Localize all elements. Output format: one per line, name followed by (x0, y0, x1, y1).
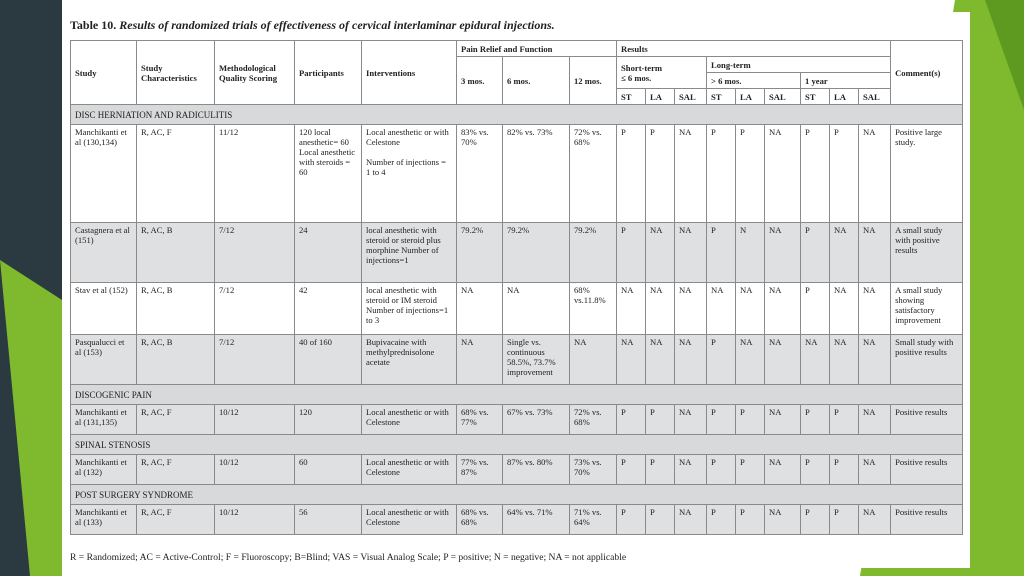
cell-3mos: NA (457, 283, 503, 335)
cell-participants: 42 (295, 283, 362, 335)
header-la: LA (646, 89, 675, 105)
header-sal: SAL (675, 89, 707, 105)
cell-result: P (736, 505, 765, 535)
cell-result: P (617, 505, 646, 535)
header-6mos: 6 mos. (503, 57, 570, 105)
caption-label: Table 10. (70, 18, 117, 32)
cell-6mos: 67% vs. 73% (503, 405, 570, 435)
cell-interventions: local anesthetic with steroid or steroid plus morphine Number of injections=1 (362, 223, 457, 283)
cell-3mos: 68% vs. 68% (457, 505, 503, 535)
cell-result: P (830, 455, 859, 485)
section-title: POST SURGERY SYNDROME (71, 485, 963, 505)
cell-quality: 10/12 (215, 405, 295, 435)
cell-result: P (617, 223, 646, 283)
cell-result: NA (675, 125, 707, 223)
cell-characteristics: R, AC, B (137, 223, 215, 283)
cell-result: P (736, 455, 765, 485)
cell-6mos: Single vs. continuous 58.5%, 73.7% improvement (503, 335, 570, 385)
cell-result: P (801, 455, 830, 485)
section-title: SPINAL STENOSIS (71, 435, 963, 455)
cell-result: P (646, 125, 675, 223)
cell-interventions: Local anesthetic or with Celestone (362, 505, 457, 535)
cell-12mos: 79.2% (570, 223, 617, 283)
cell-interventions: Local anesthetic or with Celestone Number of injections = 1 to 4 (362, 125, 457, 223)
cell-quality: 10/12 (215, 455, 295, 485)
cell-12mos: 72% vs. 68% (570, 405, 617, 435)
cell-12mos: 71% vs. 64% (570, 505, 617, 535)
cell-result: NA (707, 283, 736, 335)
cell-result: NA (765, 405, 801, 435)
header-st: ST (617, 89, 646, 105)
cell-result: P (617, 455, 646, 485)
cell-result: P (736, 405, 765, 435)
header-comments: Comment(s) (891, 41, 963, 105)
table-caption (70, 18, 555, 33)
cell-result: N (736, 223, 765, 283)
cell-3mos: NA (457, 335, 503, 385)
header-12mos: 12 mos. (570, 57, 617, 105)
cell-result: NA (859, 223, 891, 283)
cell-3mos: 79.2% (457, 223, 503, 283)
cell-result: P (830, 505, 859, 535)
cell-result: NA (765, 283, 801, 335)
table-image (62, 12, 970, 568)
cell-quality: 7/12 (215, 283, 295, 335)
header-1year: 1 year (801, 73, 891, 89)
header-results: Results (617, 41, 891, 57)
header-la: LA (830, 89, 859, 105)
cell-result: NA (617, 335, 646, 385)
cell-result: P (646, 505, 675, 535)
cell-interventions: Bupivacaine with methylprednisolone acetate (362, 335, 457, 385)
cell-result: P (617, 125, 646, 223)
cell-result: NA (617, 283, 646, 335)
cell-comment: Positive large study. (891, 125, 963, 223)
header-st: ST (801, 89, 830, 105)
cell-result: NA (830, 335, 859, 385)
cell-result: NA (675, 223, 707, 283)
cell-result: P (707, 335, 736, 385)
cell-12mos: NA (570, 335, 617, 385)
cell-result: P (707, 455, 736, 485)
cell-participants: 24 (295, 223, 362, 283)
cell-quality: 11/12 (215, 125, 295, 223)
header-sal: SAL (765, 89, 801, 105)
cell-result: NA (765, 335, 801, 385)
cell-result: NA (675, 283, 707, 335)
cell-result: NA (859, 455, 891, 485)
cell-result: P (736, 125, 765, 223)
cell-result: NA (859, 125, 891, 223)
cell-study: Stav et al (152) (71, 283, 137, 335)
cell-result: NA (765, 223, 801, 283)
cell-participants: 40 of 160 (295, 335, 362, 385)
cell-study: Manchikanti et al (131,135) (71, 405, 137, 435)
cell-characteristics: R, AC, F (137, 125, 215, 223)
cell-characteristics: R, AC, B (137, 283, 215, 335)
cell-result: NA (675, 405, 707, 435)
cell-result: NA (859, 283, 891, 335)
cell-participants: 120 local anesthetic= 60 Local anesthetic with steroids = 60 (295, 125, 362, 223)
cell-result: NA (736, 335, 765, 385)
cell-result: NA (830, 223, 859, 283)
cell-comment: Small study with positive results (891, 335, 963, 385)
cell-12mos: 68% vs.11.8% (570, 283, 617, 335)
header-interventions: Interventions (362, 41, 457, 105)
cell-result: NA (801, 335, 830, 385)
cell-result: NA (859, 505, 891, 535)
cell-6mos: 82% vs. 73% (503, 125, 570, 223)
short-term-sub: ≤ 6 mos. (621, 72, 652, 83)
cell-12mos: 73% vs. 70% (570, 455, 617, 485)
cell-comment: A small study showing satisfactory improvement (891, 283, 963, 335)
cell-result: NA (765, 455, 801, 485)
cell-participants: 120 (295, 405, 362, 435)
cell-quality: 7/12 (215, 223, 295, 283)
cell-3mos: 68% vs. 77% (457, 405, 503, 435)
cell-result: P (707, 505, 736, 535)
header-participants: Participants (295, 41, 362, 105)
cell-result: P (801, 283, 830, 335)
cell-quality: 7/12 (215, 335, 295, 385)
cell-result: NA (859, 405, 891, 435)
cell-12mos: 72% vs. 68% (570, 125, 617, 223)
cell-result: NA (675, 505, 707, 535)
cell-result: P (707, 223, 736, 283)
caption-title: Results of randomized trials of effectiveness of cervical interlaminar epidural injections. (119, 18, 555, 32)
cell-6mos: 64% vs. 71% (503, 505, 570, 535)
cell-study: Pasqualucci et al (153) (71, 335, 137, 385)
cell-3mos: 77% vs. 87% (457, 455, 503, 485)
cell-result: P (801, 505, 830, 535)
cell-result: P (830, 405, 859, 435)
header-pain-relief: Pain Relief and Function (457, 41, 617, 57)
header-3mos: 3 mos. (457, 57, 503, 105)
header-gt6: > 6 mos. (707, 73, 801, 89)
cell-result: NA (765, 125, 801, 223)
cell-result: P (617, 405, 646, 435)
cell-result: NA (736, 283, 765, 335)
cell-result: P (646, 405, 675, 435)
cell-characteristics: R, AC, B (137, 335, 215, 385)
cell-result: NA (765, 505, 801, 535)
cell-result: P (801, 125, 830, 223)
section-title: DISCOGENIC PAIN (71, 385, 963, 405)
cell-result: P (707, 125, 736, 223)
results-table (70, 40, 963, 535)
cell-result: P (830, 125, 859, 223)
cell-comment: Positive results (891, 505, 963, 535)
cell-result: P (707, 405, 736, 435)
cell-study: Manchikanti et al (133) (71, 505, 137, 535)
cell-result: NA (646, 223, 675, 283)
cell-quality: 10/12 (215, 505, 295, 535)
header-long-term: Long-term (707, 57, 891, 73)
cell-comment: Positive results (891, 405, 963, 435)
header-characteristics: Study Characteristics (137, 41, 215, 105)
cell-result: NA (859, 335, 891, 385)
cell-result: NA (646, 283, 675, 335)
cell-characteristics: R, AC, F (137, 455, 215, 485)
cell-characteristics: R, AC, F (137, 405, 215, 435)
cell-result: NA (830, 283, 859, 335)
cell-study: Manchikanti et al (130,134) (71, 125, 137, 223)
cell-characteristics: R, AC, F (137, 505, 215, 535)
cell-3mos: 83% vs. 70% (457, 125, 503, 223)
header-short-term (617, 57, 707, 89)
short-term-label: Short-term (621, 62, 663, 73)
cell-participants: 56 (295, 505, 362, 535)
header-st: ST (707, 89, 736, 105)
cell-comment: A small study with positive results (891, 223, 963, 283)
cell-comment: Positive results (891, 455, 963, 485)
header-la: LA (736, 89, 765, 105)
cell-result: NA (675, 335, 707, 385)
cell-result: NA (675, 455, 707, 485)
cell-result: NA (646, 335, 675, 385)
cell-participants: 60 (295, 455, 362, 485)
table-footnote: R = Randomized; AC = Active-Control; F = Fluoroscopy; B=Blind; VAS = Visual Analog Scale; P = positive; N = negative; NA = not applicable (70, 552, 627, 563)
cell-result: P (801, 223, 830, 283)
section-title: DISC HERNIATION AND RADICULITIS (71, 105, 963, 125)
cell-interventions: local anesthetic with steroid or IM steroid Number of injections=1 to 3 (362, 283, 457, 335)
header-quality: Methodological Quality Scoring (215, 41, 295, 105)
cell-6mos: 79.2% (503, 223, 570, 283)
cell-interventions: Local anesthetic or with Celestone (362, 405, 457, 435)
cell-6mos: 87% vs. 80% (503, 455, 570, 485)
cell-result: P (801, 405, 830, 435)
cell-study: Manchikanti et al (132) (71, 455, 137, 485)
header-sal: SAL (859, 89, 891, 105)
cell-6mos: NA (503, 283, 570, 335)
cell-result: P (646, 455, 675, 485)
cell-study: Castagnera et al (151) (71, 223, 137, 283)
cell-interventions: Local anesthetic or with Celestone (362, 455, 457, 485)
header-study: Study (71, 41, 137, 105)
